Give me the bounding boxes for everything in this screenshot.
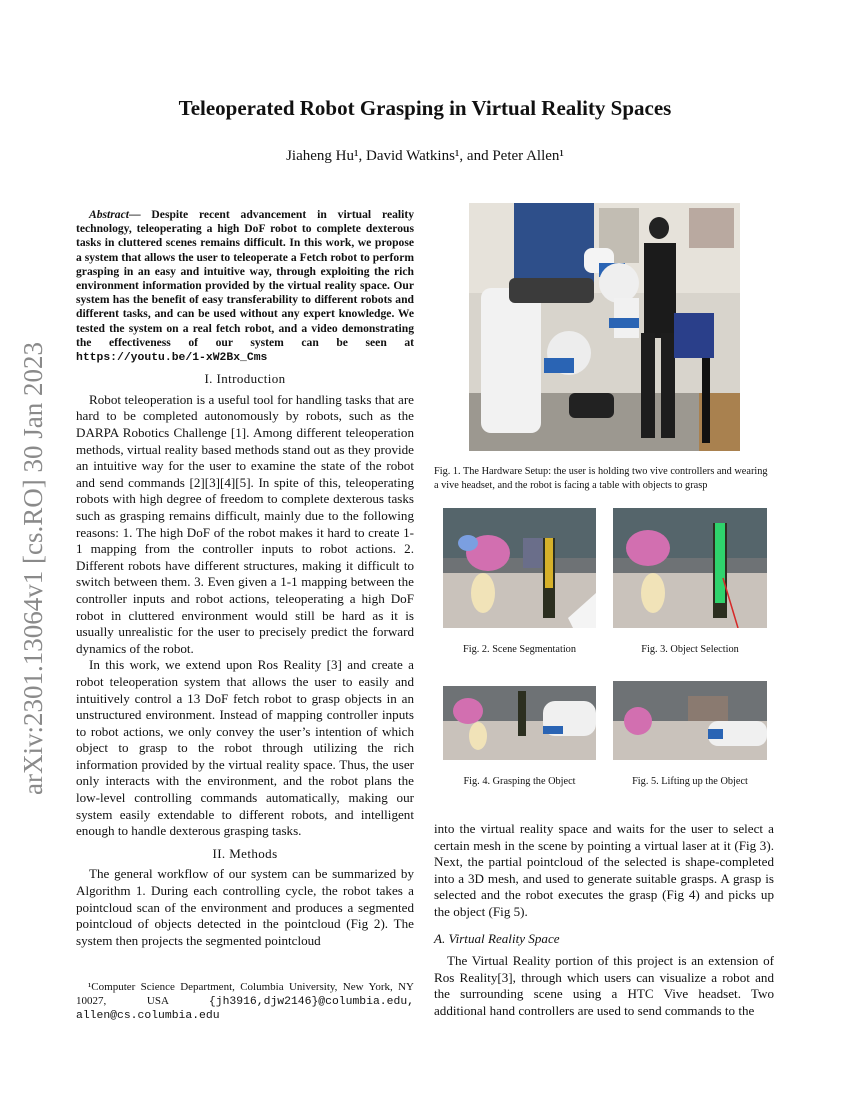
abstract-label: Abstract [89,208,129,221]
paper-title: Teleoperated Robot Grasping in Virtual Reality Spaces [178,96,672,120]
footnote [76,981,414,1024]
right-column-text [434,821,774,1020]
paper-authors: Jiaheng Hu¹, David Watkins¹, and Peter Allen¹ [286,148,564,164]
section-heading-methods: II. Methods [212,845,278,861]
figure-2-caption: Fig. 2. Scene Segmentation [463,644,576,655]
left-column [76,208,414,949]
figure-2-image [443,508,596,628]
section-heading-introduction: I. Introduction [204,371,286,387]
figure-1-caption: Fig. 1. The Hardware Setup: the user is holding two vive controllers and wearing a vive headset, and the robot is facing a table with objects to grasp [434,466,768,491]
methods-paragraph-1-continued: into the virtual reality space and waits for the user to select a certain mesh in the scene by pointing a virtual laser at it (Fig 3). Next, the partial pointcloud of the selected is shape-completed into a 3D mesh, and used to generate suitable grasps. A grasp is selected and the robot executes the grasp (Fig 4) and picks up the object (Fig 5). [434,821,774,919]
intro-paragraph-1: Robot teleoperation is a useful tool for handling tasks that are hard to be completed autonomously by robots, such as the DARPA Robotics Challenge [1]. Among different teleoperation methods, virtual reality based methods stand out as they provide an intuitive way for the user to examine the state of the robot and send commands [2][3][4][5]. In spite of this, teleoperating robots with high degree of freedom to complete dexterous tasks such as grasping remains difficult, mainly due to the following reasons: 1. The high DoF of the robot makes it hard to create 1-1 mapping from the controller inputs to robot actions. 2. Different robots have different structures, making it difficult to switch between them. 3. Even given a 1-1 mapping between the controller inputs and robot actions, teleoperating a high DoF robot in cluttered environment would still be hard as it is usually unrealistic for the user to precisely predict the forward dynamics of the robot. [76,391,414,656]
abstract-text: — Despite recent advancement in virtual reality technology, teleoperating a high DoF robot to complete dexterous tasks in cluttered scenes remains difficult. In this work, we propose a system that allows the user to teleoperate a Fetch robot to perform grasping in an easy and intuitive way, through exploiting the rich environment information provided by the virtual reality space. Our system has the benefit of easy transferability to different robots and different tasks, and can be used without any expert knowledge. We tested the system on a real fetch robot, and a video demonstrating the effectiveness of our system can be seen at [76,208,414,349]
footnote-emails: {jh3916,djw2146}@columbia.edu, allen@cs.columbia.edu [76,995,414,1022]
figure-1-image [469,203,740,451]
footnote-affiliation: ¹Computer Science Department, Columbia University, New York, NY 10027, USA [76,981,414,1007]
video-link[interactable]: https://youtu.be/1-xW2Bx_Cms [76,352,268,365]
figure-5-image [613,681,767,760]
figure-4-image [443,686,596,760]
figure-4-caption: Fig. 4. Grasping the Object [463,776,576,787]
figure-3-image [613,508,767,628]
arxiv-id: arXiv:2301.13064v1 [cs.RO] 30 Jan 2023 [18,342,48,795]
figure-5-caption: Fig. 5. Lifting up the Object [632,776,748,787]
intro-paragraph-2: In this work, we extend upon Ros Reality [3] and create a robot teleoperation system that allows the user to easily and intuitively control a 13 DoF fetch robot to grasp objects in an unstructured environment. Instead of mapping controller inputs to robot actions, we only convey the user’s intention of which object to grasp to the robot through utilizing the rich information provided by the virtual reality space. Thus, the user only interacts with the environment, and the robot plans the low-level controlling commands automatically, making our system easily extendable to different robots, and intelligent enough to handle dexterous grasping tasks. [76,657,414,839]
arxiv-stamp [10,295,50,800]
abstract [76,208,414,365]
figure-3-caption: Fig. 3. Object Selection [641,644,739,655]
subsection-heading-vr-space: A. Virtual Reality Space [434,930,560,946]
methods-paragraph-1: The general workflow of our system can be summarized by Algorithm 1. During each controlling cycle, the robot takes a pointcloud scan of the environment and produces a segmented pointcloud of objects detected in the pointcloud (Fig 2). The system then projects the segmented pointcloud [76,866,414,948]
vr-paragraph-1: The Virtual Reality portion of this project is an extension of Ros Reality[3], through which users can visualize a robot and the surrounding scene using a HTC Vive headset. Two additional hand controllers are used to send commands to the [434,953,774,1018]
